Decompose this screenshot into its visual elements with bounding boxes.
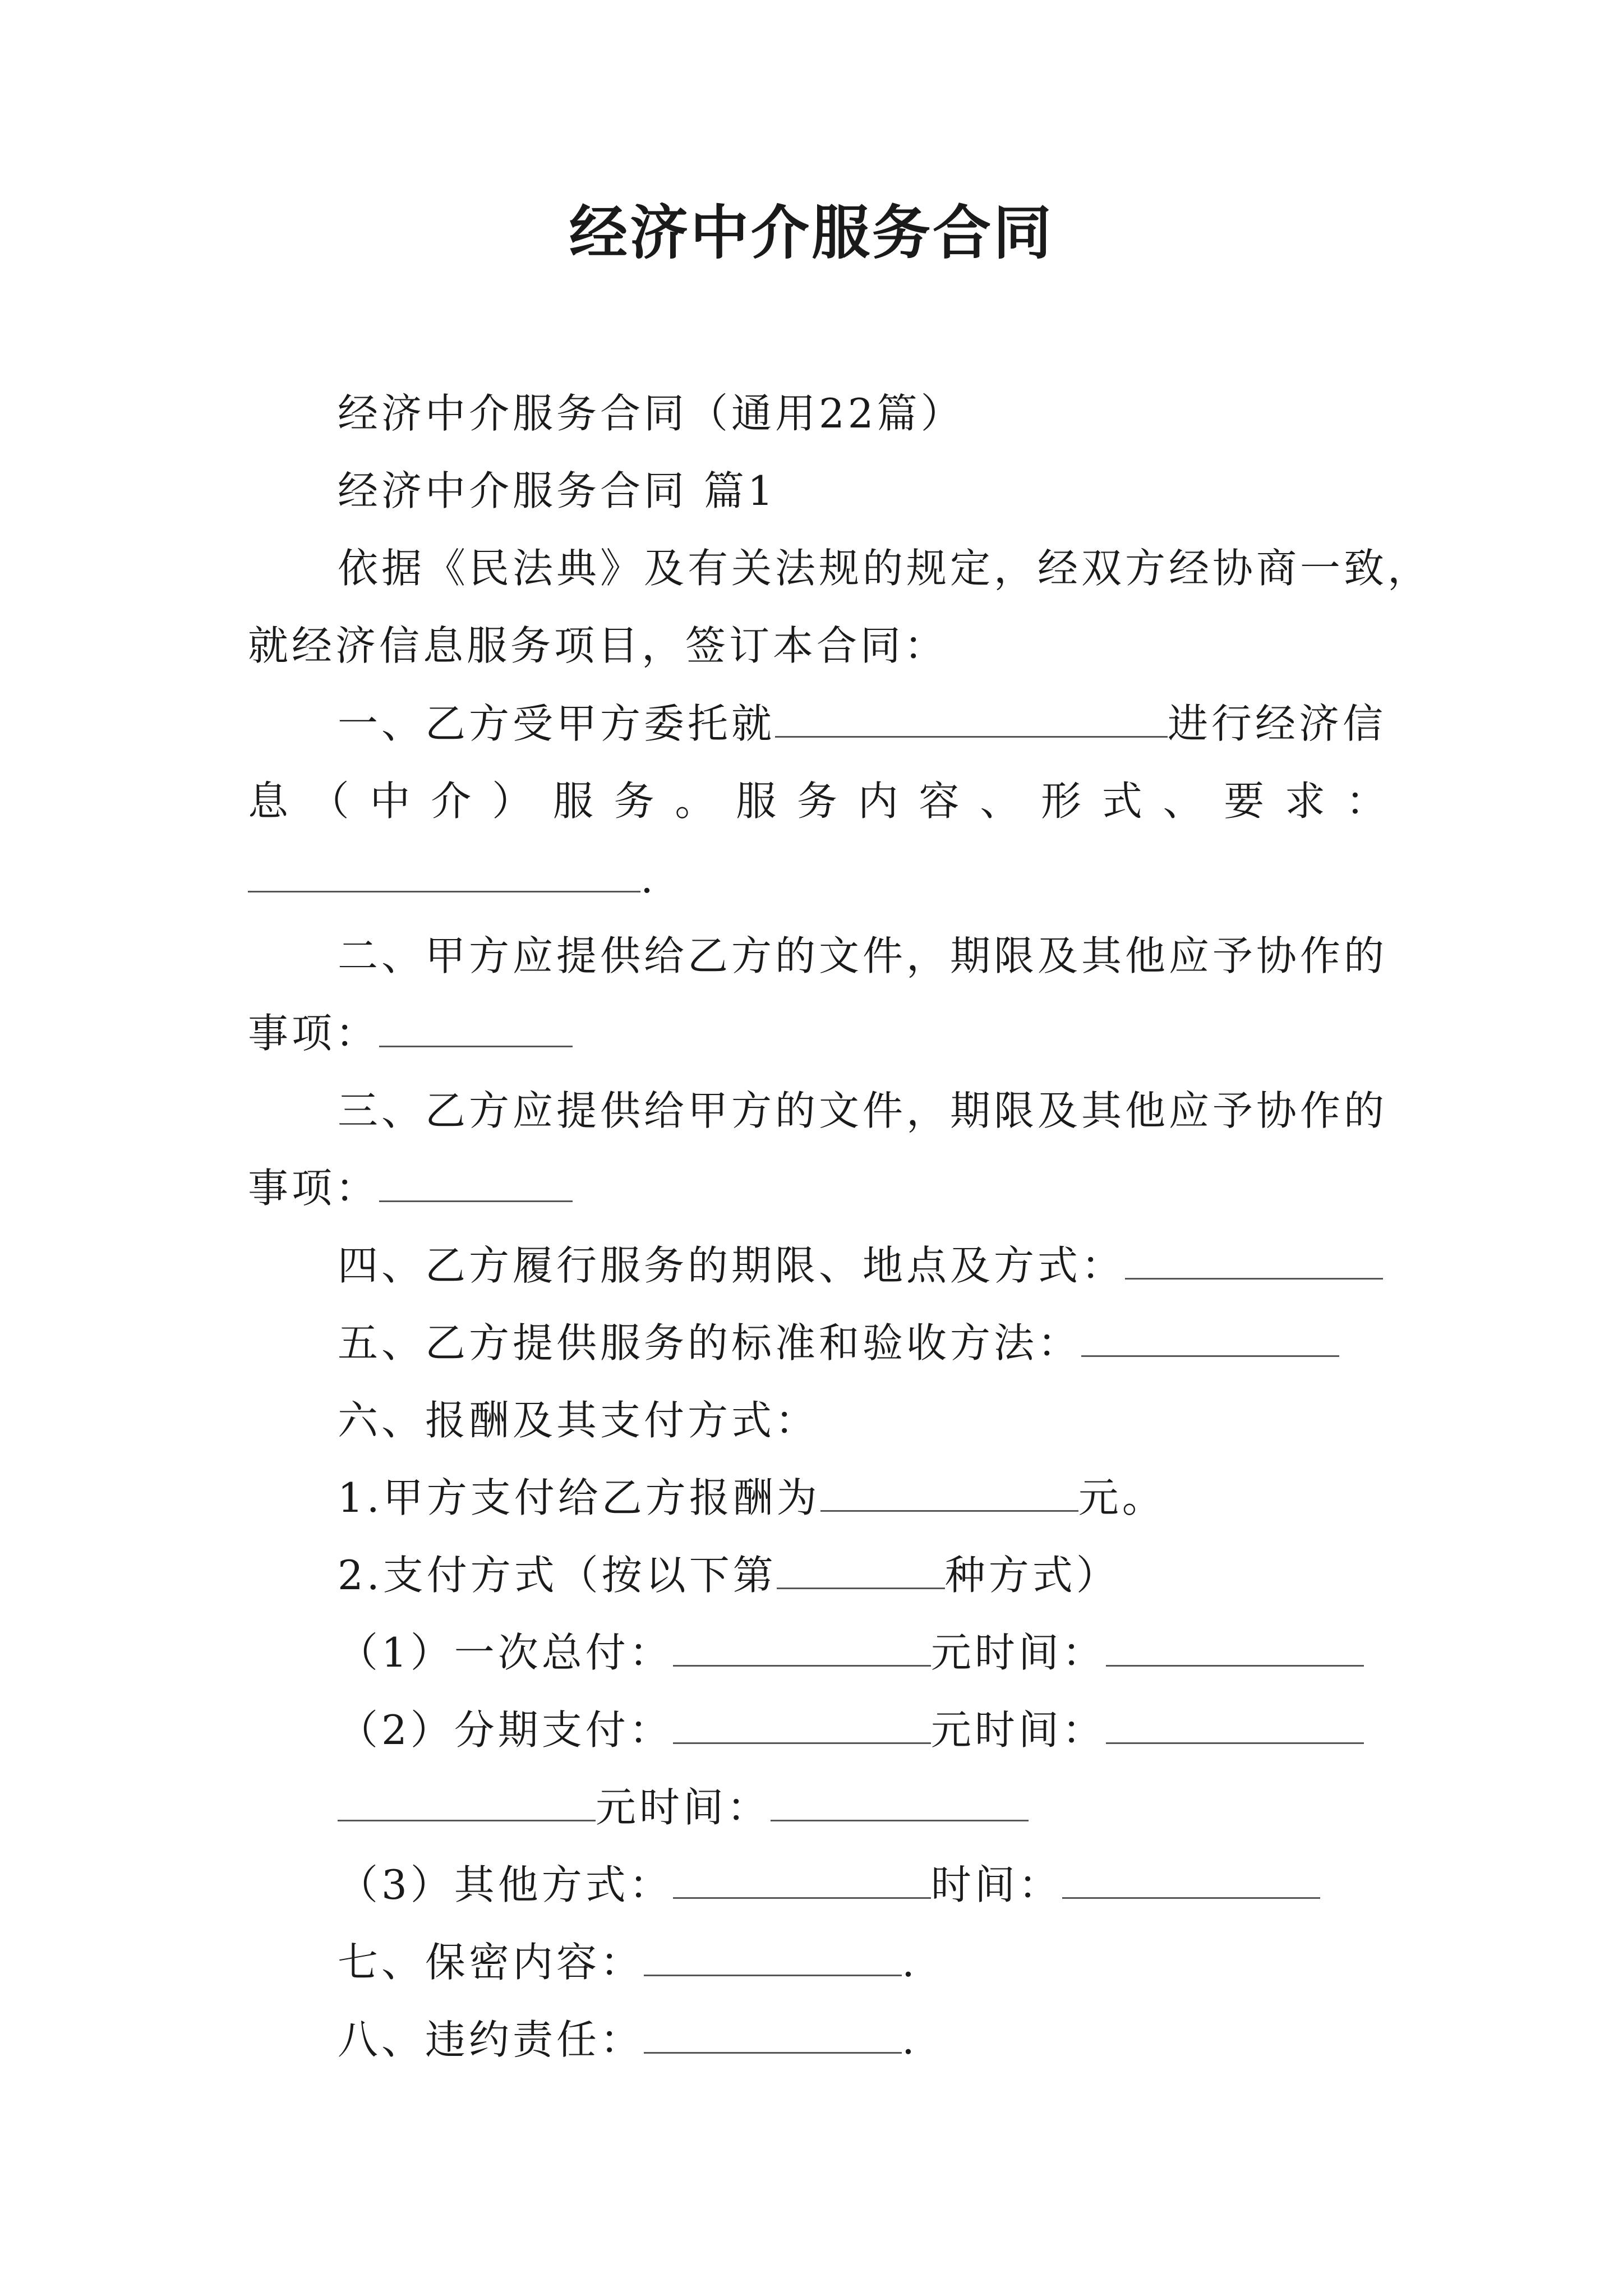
- section-heading: 经济中介服务合同 篇1: [338, 467, 777, 514]
- clause-1-line-2: [248, 773, 1386, 829]
- blank-field: [644, 2013, 902, 2054]
- blank-field: [777, 1548, 945, 1589]
- intro-line-2: 就经济信息服务项目，签订本合同：: [248, 622, 948, 669]
- clause-1-end: .: [640, 855, 657, 902]
- clause-6-2-text-a: 2.支付方式（按以下第: [338, 1552, 777, 1599]
- option-2-time-label: 元时间：: [930, 1706, 1106, 1754]
- blank-field: [673, 1703, 931, 1744]
- blank-field: [248, 852, 640, 892]
- clause-1-char: 服: [736, 777, 777, 825]
- clause-7: [338, 1934, 918, 1990]
- clause-1-char: 、: [1163, 777, 1204, 825]
- clause-3-label: 事项：: [248, 1165, 380, 1212]
- clause-7-label: 七、保密内容：: [338, 1939, 644, 1986]
- intro-line-1: 依据《民法典》及有关法规的规定，经双方经协商一致，: [338, 545, 1432, 592]
- option-3: [338, 1857, 1320, 1913]
- option-3-label: （3）其他方式：: [338, 1861, 673, 1908]
- blank-field: [771, 1780, 1029, 1821]
- clause-2-line-2: [248, 1005, 573, 1061]
- clause-2-label: 事项：: [248, 1010, 380, 1057]
- blank-field: [338, 1780, 596, 1821]
- clause-1-char: 服: [552, 777, 593, 825]
- clause-7-end: .: [902, 1939, 918, 1986]
- blank-field: [820, 1471, 1078, 1512]
- clause-1-char: ：: [1345, 777, 1386, 825]
- clause-8-end: .: [902, 2016, 918, 2063]
- clause-1-char: ）: [492, 777, 533, 825]
- clause-8: [338, 2012, 918, 2068]
- clause-6-2: [338, 1547, 1120, 1603]
- clause-4: [338, 1237, 1383, 1294]
- clause-1-char: 容: [919, 777, 960, 825]
- clause-1-char: 求: [1285, 777, 1326, 825]
- document-title: 经济中介服务合同: [569, 198, 1054, 267]
- option-3-time-label: 时间：: [930, 1861, 1062, 1908]
- blank-field: [379, 1006, 573, 1047]
- blank-field: [644, 1935, 902, 1976]
- blank-field: [1081, 1316, 1339, 1357]
- clause-6-1: [338, 1470, 1166, 1526]
- blank-field: [379, 1161, 573, 1202]
- clause-6-1-text-a: 1.甲方支付给乙方报酬为: [338, 1474, 820, 1521]
- document-subtitle: 经济中介服务合同（通用22篇）: [338, 390, 965, 437]
- clause-1-char: 内: [857, 777, 898, 825]
- clause-1-char: 息: [248, 777, 289, 825]
- clause-1-text-a: 一、乙方受甲方委托就: [338, 700, 776, 747]
- clause-2-line-1: 二、甲方应提供给乙方的文件，期限及其他应予协作的: [338, 932, 1388, 979]
- clause-1-char: （: [308, 777, 349, 825]
- clause-1-char: 务: [796, 777, 837, 825]
- option-1-label: （1）一次总付：: [338, 1629, 673, 1676]
- clause-1-line-1: [338, 696, 1386, 752]
- blank-field: [673, 1858, 931, 1899]
- option-2-time-label-2: 元时间：: [596, 1784, 771, 1831]
- option-1-time-label: 元时间：: [930, 1629, 1106, 1676]
- clause-1-char: 务: [614, 777, 654, 825]
- blank-field: [775, 697, 1168, 738]
- clause-1-char: 形: [1040, 777, 1081, 825]
- clause-5: [338, 1315, 1339, 1371]
- clause-6-1-text-b: 元。: [1078, 1474, 1166, 1521]
- clause-6: 六、报酬及其支付方式：: [338, 1397, 819, 1444]
- clause-1-char: 。: [675, 777, 716, 825]
- clause-6-2-text-b: 种方式）: [944, 1552, 1120, 1599]
- option-1: [338, 1625, 1364, 1681]
- blank-field: [1062, 1858, 1320, 1899]
- clause-1-char: 中: [370, 777, 411, 825]
- clause-5-label: 五、乙方提供服务的标准和验收方法：: [338, 1319, 1082, 1366]
- blank-field: [1106, 1626, 1364, 1667]
- clause-1-char: 、: [980, 777, 1021, 825]
- option-2-label: （2）分期支付：: [338, 1706, 673, 1754]
- blank-field: [1106, 1703, 1364, 1744]
- blank-field: [1125, 1239, 1383, 1280]
- option-2: [338, 1702, 1364, 1758]
- clause-1-text-b: 进行经济信: [1168, 700, 1387, 747]
- option-2-continued: [338, 1779, 1029, 1835]
- clause-3-line-1: 三、乙方应提供给甲方的文件，期限及其他应予协作的: [338, 1087, 1388, 1134]
- clause-4-label: 四、乙方履行服务的期限、地点及方式：: [338, 1242, 1126, 1289]
- clause-1-char: 式: [1101, 777, 1142, 825]
- clause-1-line-3: [248, 850, 657, 907]
- clause-3-line-2: [248, 1160, 573, 1216]
- clause-1-char: 要: [1224, 777, 1265, 825]
- clause-8-label: 八、违约责任：: [338, 2016, 644, 2063]
- clause-1-char: 介: [431, 777, 472, 825]
- blank-field: [673, 1626, 931, 1667]
